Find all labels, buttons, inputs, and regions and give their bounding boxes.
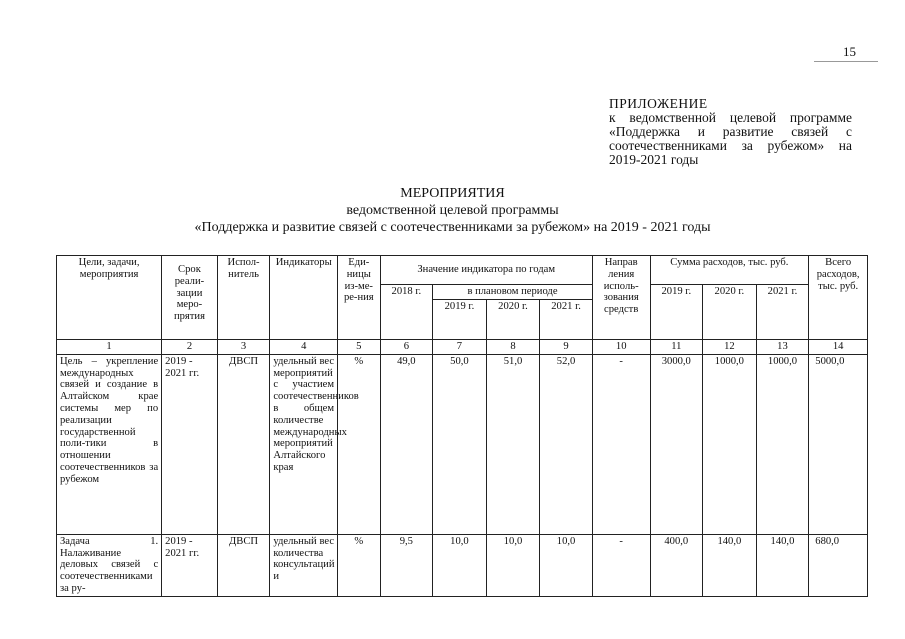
document-title [160, 185, 745, 236]
column-number: 9 [540, 340, 593, 355]
row-unit: % [338, 534, 380, 596]
column-number: 10 [592, 340, 650, 355]
row-term: 2019 - 2021 гг. [162, 534, 218, 596]
row-total: 5000,0 [809, 354, 868, 534]
header-expense-2021: 2021 г. [756, 285, 809, 340]
row-unit: % [338, 354, 380, 534]
column-number: 12 [703, 340, 757, 355]
column-number: 3 [217, 340, 270, 355]
row-expense-2020: 140,0 [703, 534, 757, 596]
column-number: 4 [270, 340, 338, 355]
header-goals: Цели, задачи, мероприятия [57, 256, 162, 340]
row-indicator: удельный вес мероприятий с участием соотечественников в общем количестве международных мероприятий Алтайского края [270, 354, 338, 534]
column-number: 1 [57, 340, 162, 355]
table-row [57, 354, 868, 534]
row-value-2021: 52,0 [540, 354, 593, 534]
header-2018: 2018 г. [380, 285, 433, 340]
header-executor: Испол-нитель [217, 256, 270, 340]
table-row [57, 534, 868, 596]
row-indicator: удельный вес количества консультаций и [270, 534, 338, 596]
row-value-2020: 51,0 [486, 354, 540, 534]
header-expenses: Сумма расходов, тыс. руб. [650, 256, 809, 285]
header-expense-2020: 2020 г. [703, 285, 757, 340]
appendix-block [609, 97, 852, 167]
column-number: 14 [809, 340, 868, 355]
header-2021: 2021 г. [540, 300, 593, 340]
header-total: Всего расходов, тыс. руб. [809, 256, 868, 340]
row-executor: ДВСП [217, 534, 270, 596]
header-planned-period: в плановом периоде [433, 285, 593, 300]
title-line-3: «Поддержка и развитие связей с соотечественниками за рубежом» на 2019 - 2021 годы [194, 220, 711, 235]
row-value-2018: 49,0 [380, 354, 433, 534]
row-direction: - [592, 354, 650, 534]
header-direction: Направ ления исполь-зования средств [592, 256, 650, 340]
row-value-2019: 50,0 [433, 354, 487, 534]
header-indicator-values: Значение индикатора по годам [380, 256, 592, 285]
row-executor: ДВСП [217, 354, 270, 534]
row-expense-2019: 3000,0 [650, 354, 703, 534]
column-number: 2 [162, 340, 218, 355]
header-indicators: Индикаторы [270, 256, 338, 340]
appendix-heading: ПРИЛОЖЕНИЕ [609, 96, 708, 111]
header-expense-2019: 2019 г. [650, 285, 703, 340]
column-number: 11 [650, 340, 703, 355]
row-goal: Задача 1. Налаживание деловых связей с соотечественниками за ру- [57, 534, 162, 596]
page-number: 15 [843, 44, 856, 59]
column-number: 6 [380, 340, 433, 355]
header-2019: 2019 г. [433, 300, 487, 340]
row-goal: Цель – укрепление международных связей и создание в Алтайском крае системы мер по реализации государственной поли-тики в отношении соотечественников за рубежом [57, 354, 162, 534]
title-line-2: ведомственной целевой программы [346, 203, 559, 218]
header-row-1 [57, 256, 868, 285]
column-number: 7 [433, 340, 487, 355]
column-number-row [57, 340, 868, 355]
row-expense-2021: 140,0 [756, 534, 809, 596]
row-value-2020: 10,0 [486, 534, 540, 596]
page-number-rule [814, 61, 878, 62]
row-value-2018: 9,5 [380, 534, 433, 596]
header-term: Срок реали-зации меро-прятия [162, 256, 218, 340]
appendix-text: к ведомственной целевой программе «Поддержка и развитие связей с соотечественниками за рубежом» на 2019-2021 годы [609, 110, 852, 167]
row-expense-2021: 1000,0 [756, 354, 809, 534]
row-value-2019: 10,0 [433, 534, 487, 596]
title-line-1: МЕРОПРИЯТИЯ [400, 186, 505, 201]
column-number: 8 [486, 340, 540, 355]
header-units: Еди-ницы из-ме-ре-ния [338, 256, 380, 340]
row-total: 680,0 [809, 534, 868, 596]
row-expense-2019: 400,0 [650, 534, 703, 596]
row-term: 2019 - 2021 гг. [162, 354, 218, 534]
row-expense-2020: 1000,0 [703, 354, 757, 534]
column-number: 13 [756, 340, 809, 355]
measures-table [56, 255, 868, 597]
column-number: 5 [338, 340, 380, 355]
row-value-2021: 10,0 [540, 534, 593, 596]
row-direction: - [592, 534, 650, 596]
header-2020: 2020 г. [486, 300, 540, 340]
